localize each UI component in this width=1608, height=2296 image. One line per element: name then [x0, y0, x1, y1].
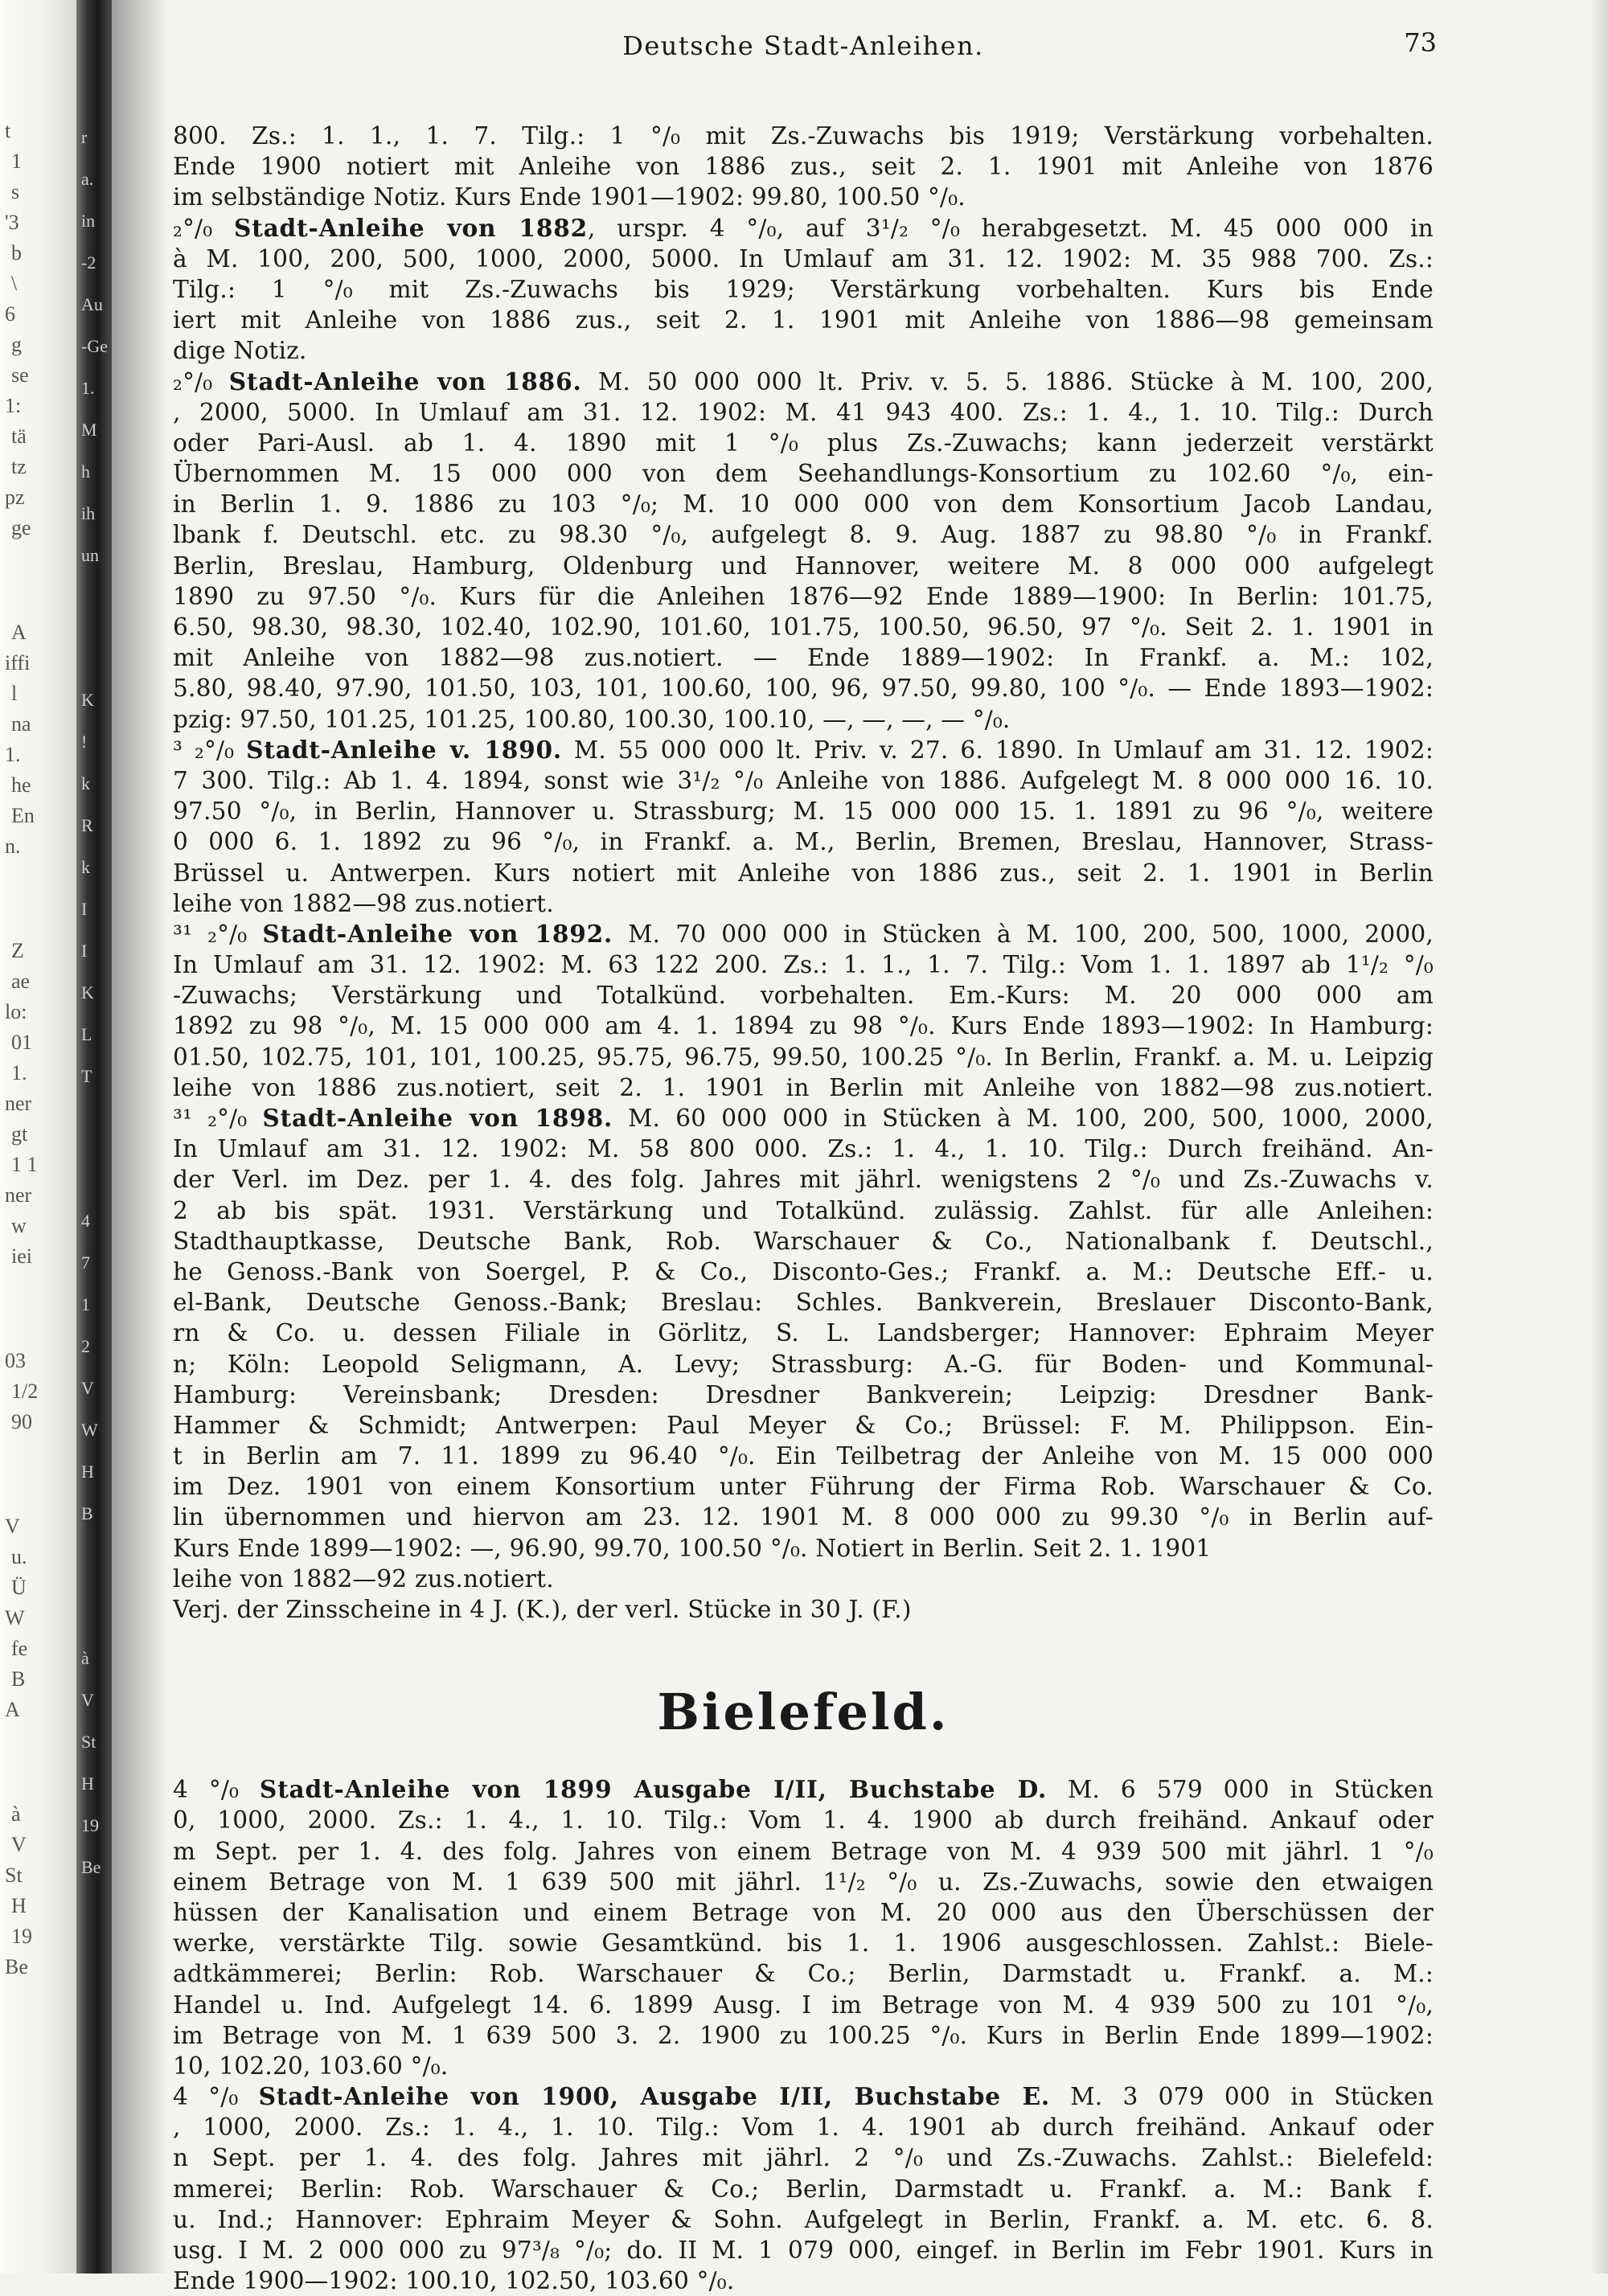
gutter-fragment: 19 [81, 1815, 99, 1835]
text-line: werke, verstärkte Tilg. sowie Gesamtkünd. bis 1. 1. 1906 ausgeschlossen. Zahlst.: Biele- [173, 1929, 1434, 1958]
text-line: leihe von 1882—98 zus.notiert. [173, 889, 554, 917]
text-line: Übernommen M. 15 000 000 von dem Seehandlungs-Konsortium zu 102.60 °/₀, ein- [173, 460, 1434, 488]
text-line: 10, 102.20, 103.60 °/₀. [173, 2052, 449, 2080]
left-page-fragment: t [5, 119, 11, 142]
gutter-fragment: M [81, 420, 97, 440]
gutter-fragment: K [81, 982, 94, 1002]
text-line: mit Anleihe von 1882—98 zus.notiert. — Ende 1889—1902: In Frankf. a. M.: 102, [173, 644, 1434, 672]
text-line: Hammer & Schmidt; Antwerpen: Paul Meyer & Co.; Brüssel: F. M. Philippson. Ein- [173, 1411, 1434, 1439]
text-line: Kurs Ende 1899—1902: —, 96.90, 99.70, 100.50 °/₀. Notiert in Berlin. Seit 2. 1. 1901 [173, 1534, 1212, 1562]
text-line: Stadthauptkasse, Deutsche Bank, Rob. Warschauer & Co., Nationalbank f. Deutschl., [173, 1227, 1434, 1255]
gutter-fragment: un [81, 545, 99, 565]
text-line: leihe von 1886 zus.notiert, seit 2. 1. 1901 in Berlin mit Anleihe von 1882—98 zus.notiert. [173, 1073, 1434, 1101]
text-line: Handel u. Ind. Aufgelegt 14. 6. 1899 Ausg. I im Betrage von M. 4 939 500 zu 101 °/₀, [173, 1991, 1434, 2019]
left-page-fragment: 03 [5, 1349, 26, 1372]
text-line: dige Notiz. [173, 337, 307, 365]
text-line: 1890 zu 97.50 °/₀. Kurs für die Anleihen 1876—92 Ende 1889—1900: In Berlin: 101.75, [173, 582, 1434, 610]
left-page-fragment: 1. [11, 1061, 27, 1084]
left-page-fragment: u. [11, 1545, 27, 1568]
text-line: , 1000, 2000. Zs.: 1. 4., 1. 10. Tilg.: Vom 1. 4. 1901 ab durch freihänd. Ankauf oder [173, 2114, 1434, 2142]
text-line: in Berlin 1. 9. 1886 zu 103 °/₀; M. 10 000 000 von dem Konsortium Jacob Landau, [173, 490, 1434, 519]
left-page-fragment: '3 [5, 211, 19, 234]
left-page-fragment: B [11, 1667, 26, 1691]
right-page-edge [1590, 0, 1608, 2273]
gutter-fragment: k [81, 773, 90, 793]
text-line: 7 300. Tilg.: Ab 1. 4. 1894, sonst wie 3¹/₂ °/₀ Anleihe von 1886. Aufgelegt M. 8 000 000 16. 10. [173, 766, 1434, 794]
text-line: einem Betrage von M. 1 639 500 mit jährl. 1¹/₂ °/₀ u. Zs.-Zuwachs, sowie den etwaigen [173, 1868, 1434, 1896]
gutter-fragment: à [81, 1648, 89, 1668]
text-line: Hamburg: Vereinsbank; Dresden: Dresdner Bankverein; Leipzig: Dresdner Bank- [173, 1380, 1434, 1408]
left-page-fragment: 90 [11, 1410, 32, 1433]
left-page-fragment: n. [5, 834, 21, 858]
left-page-fragment: iffi [5, 651, 31, 674]
text-line: In Umlauf am 31. 12. 1902: M. 63 122 200. Zs.: 1. 1., 1. 7. Tilg.: Vom 1. 1. 1897 ab 1¹/₂ °/₀ [173, 951, 1434, 979]
text-line: In Umlauf am 31. 12. 1902: M. 58 800 000. Zs.: 1. 4., 1. 10. Tilg.: Durch freihänd. An- [173, 1135, 1434, 1163]
left-page-fragment: 1 [11, 150, 22, 173]
text-line: Berlin, Breslau, Hamburg, Oldenburg und Hannover, weitere M. 8 000 000 aufgelegt [173, 551, 1434, 580]
text-line: mmerei; Berlin: Rob. Warschauer & Co.; Berlin, Darmstadt u. Frankf. a. M.: Bank f. [173, 2175, 1434, 2203]
text-line: iert mit Anleihe von 1886 zus., seit 2. 1. 1901 mit Anleihe von 1886—98 gemeinsam [173, 306, 1434, 334]
text-line: -Zuwachs; Verstärkung und Totalkünd. vorbehalten. Em.-Kurs: M. 20 000 000 am [173, 982, 1434, 1010]
gutter-fragment: L [81, 1024, 92, 1044]
text-line: ³¹ ₂°/₀ Stadt-Anleihe von 1892. M. 70 000 000 in Stücken à M. 100, 200, 500, 1000, 2000, [173, 919, 1434, 948]
left-page-fragment: g [11, 333, 22, 356]
gutter-fragment: T [81, 1066, 92, 1086]
gutter-fragment: I [81, 941, 88, 961]
gutter-fragment: in [81, 211, 96, 231]
text-line: hüssen der Kanalisation und einem Betrage von M. 20 000 aus den Überschüssen der [173, 1898, 1434, 1926]
gutter-fragment: Be [81, 1857, 101, 1877]
left-page-fragment: V [5, 1515, 20, 1538]
gutter-fragment: St [81, 1732, 96, 1752]
gutter-fragment: H [81, 1462, 94, 1482]
gutter-fragment: R [81, 815, 93, 835]
text-line: lin übernommen und hiervon am 23. 12. 1901 M. 8 000 000 zu 99.30 °/₀ in Berlin auf- [173, 1503, 1434, 1531]
gutter-fragment: 7 [81, 1253, 90, 1273]
book-gutter [76, 0, 112, 2273]
text-line: 0 000 6. 1. 1892 zu 96 °/₀, in Frankf. a. M., Berlin, Bremen, Breslau, Hannover, Strass- [173, 828, 1434, 856]
text-line: lbank f. Deutschl. etc. zu 98.30 °/₀, aufgelegt 8. 9. Aug. 1887 zu 98.80 °/₀ in Frankf. [173, 521, 1434, 549]
text-line: Tilg.: 1 °/₀ mit Zs.-Zuwachs bis 1929; Verstärkung vorbehalten. Kurs bis Ende [173, 275, 1434, 303]
left-page-fragment: 6 [5, 302, 15, 326]
left-page-fragment: à [11, 1802, 21, 1826]
gutter-fragment: 4 [81, 1211, 90, 1231]
text-line: n; Köln: Leopold Seligmann, A. Levy; Strassburg: A.-G. für Boden- und Kommunal- [173, 1350, 1434, 1378]
text-line: el-Bank, Deutsche Genoss.-Bank; Breslau: Schles. Bankverein, Breslauer Disconto-Bank, [173, 1289, 1434, 1317]
left-page-fragment: ner [5, 1183, 32, 1207]
gutter-fragment: ! [81, 732, 88, 752]
gutter-fragment: r [81, 127, 88, 147]
left-page-fragment: w [11, 1214, 27, 1237]
left-page-fragment: A [11, 621, 27, 644]
text-line: , 2000, 5000. In Umlauf am 31. 12. 1902: M. 41 943 400. Zs.: 1. 4., 1. 10. Tilg.: Durch [173, 398, 1434, 426]
gutter-fragment: W [81, 1420, 98, 1440]
left-page-fragment: Ü [11, 1576, 27, 1599]
text-line: Ende 1900 notiert mit Anleihe von 1886 zus., seit 2. 1. 1901 mit Anleihe von 1876 [173, 153, 1434, 181]
gutter-fragment: K [81, 690, 94, 710]
text-line: leihe von 1882—92 zus.notiert. [173, 1564, 554, 1593]
left-page-fragment: s [11, 180, 20, 203]
left-page-fragment: W [5, 1606, 25, 1630]
gutter-fragment: k [81, 857, 90, 877]
text-line: rn & Co. u. dessen Filiale in Görlitz, S. L. Landsberger; Hannover: Ephraim Meyer [173, 1319, 1434, 1347]
gutter-fragment: H [81, 1773, 94, 1794]
text-line: 4 °/₀ Stadt-Anleihe von 1899 Ausgabe I/II, Buchstabe D. M. 6 579 000 in Stücken [173, 1775, 1434, 1804]
left-page-fragment: V [11, 1833, 27, 1856]
left-page-fragment: En [11, 804, 35, 827]
left-page-fragment: Be [5, 1955, 28, 1978]
left-page-fragment: Z [11, 939, 24, 962]
left-page-fragment: St [5, 1863, 23, 1887]
text-line: he Genoss.-Bank von Soergel, P. & Co., Disconto-Ges.; Frankf. a. M.: Deutsche Eff.- u. [173, 1257, 1434, 1285]
text-line: Brüssel u. Antwerpen. Kurs notiert mit Anleihe von 1886 zus., seit 2. 1. 1901 in Berlin [173, 859, 1434, 887]
text-line: adtkämmerei; Berlin: Rob. Warschauer & Co.; Berlin, Darmstadt u. Frankf. a. M.: [173, 1960, 1434, 1988]
gutter-fragment: V [81, 1690, 94, 1710]
text-line: u. Ind.; Hannover: Ephraim Meyer & Sohn. Aufgelegt in Berlin, Frankf. a. M. etc. 6. 8. [173, 2205, 1434, 2233]
left-page-fragment: \ [11, 272, 18, 295]
text-line: 6.50, 98.30, 98.30, 102.40, 102.90, 101.60, 101.75, 100.50, 96.50, 97 °/₀. Seit 2. 1. 1901 in [173, 613, 1434, 641]
text-line: 2 ab bis spät. 1931. Verstärkung und Totalkünd. zulässig. Zahlst. für alle Anleihen: [173, 1196, 1434, 1224]
text-line: Verj. der Zinsscheine in 4 J. (K.), der verl. Stücke in 30 J. (F.) [173, 1596, 912, 1623]
text-line: oder Pari-Ausl. ab 1. 4. 1890 mit 1 °/₀ plus Zs.-Zuwachs; kann jederzeit verstärkt [173, 428, 1434, 457]
left-page-fragment: pz [5, 486, 25, 509]
text-line: ₂°/₀ Stadt-Anleihe von 1882, urspr. 4 °/₀, auf 3¹/₂ °/₀ herabgesetzt. M. 45 000 000 in [173, 213, 1434, 242]
left-page-fragment: 1: [5, 394, 22, 417]
text-line: m Sept. per 1. 4. des folg. Jahres von einem Betrage von M. 4 939 500 mit jährl. 1 °/₀ [173, 1837, 1434, 1865]
text-line: n Sept. per 1. 4. des folg. Jahres mit jährl. 2 °/₀ und Zs.-Zuwachs. Zahlst.: Bielefeld: [173, 2144, 1434, 2172]
text-line: usg. I M. 2 000 000 zu 97³/₈ °/₀; do. II M. 1 079 000, eingef. in Berlin im Febr 1901. Kurs in [173, 2237, 1434, 2264]
left-page-fragment: se [11, 363, 29, 387]
text-line: ₂°/₀ Stadt-Anleihe von 1886. M. 50 000 000 lt. Priv. v. 5. 5. 1886. Stücke à M. 100, 200, [173, 367, 1434, 396]
page [173, 24, 1437, 2296]
gutter-fragment: 1. [81, 378, 95, 398]
gutter-fragment: I [81, 899, 88, 919]
text-line: 0, 1000, 2000. Zs.: 1. 4., 1. 10. Tilg.: Vom 1. 4. 1900 ab durch freihänd. Ankauf oder [173, 1806, 1434, 1835]
text-line: 01.50, 102.75, 101, 101, 100.25, 95.75, 96.75, 99.50, 100.25 °/₀. In Berlin, Frankf. a. M. u. Leipzig [173, 1043, 1434, 1071]
left-page-fragment: 19 [11, 1925, 32, 1948]
text-line: 1892 zu 98 °/₀, M. 15 000 000 am 4. 1. 1894 zu 98 °/₀. Kurs Ende 1893—1902: In Hamburg: [173, 1012, 1434, 1040]
text-line: pzig: 97.50, 101.25, 101.25, 100.80, 100.30, 100.10, —, —, —, — °/₀. [173, 705, 1011, 733]
text-line: 97.50 °/₀, in Berlin, Hannover u. Strassburg; M. 15 000 000 15. 1. 1891 zu 96 °/₀, weitere [173, 797, 1434, 826]
text-line: im Dez. 1901 von einem Konsortium unter Führung der Firma Rob. Warschauer & Co. [173, 1473, 1434, 1501]
gutter-fragment: Au [81, 294, 103, 314]
left-page-fragment: H [11, 1894, 27, 1917]
gutter-fragment: a. [81, 169, 94, 189]
text-line: der Verl. im Dez. per 1. 4. des folg. Jahres mit jährl. wenigstens 2 °/₀ und Zs.-Zuwachs v. [173, 1166, 1434, 1194]
left-page-fragment: iei [11, 1244, 32, 1268]
text-line: im Betrage von M. 1 639 500 3. 2. 1900 zu 100.25 °/₀. Kurs in Berlin Ende 1899—1902: [173, 2021, 1434, 2049]
text-line: ³ ₂°/₀ Stadt-Anleihe v. 1890. M. 55 000 000 lt. Priv. v. 27. 6. 1890. In Umlauf am 31. 12. 1902: [173, 735, 1434, 764]
text-line: à M. 100, 200, 500, 1000, 2000, 5000. In Umlauf am 31. 12. 1902: M. 35 988 700. Zs.: [173, 244, 1434, 273]
left-page-fragment: tä [11, 424, 27, 448]
left-page-fragment: A [5, 1698, 20, 1721]
gutter-fragment: -2 [81, 252, 96, 273]
gutter-fragment: -Ge [81, 336, 108, 356]
section-bielefeld [173, 1774, 1434, 2296]
left-page-fragment: 1 1 [11, 1153, 38, 1176]
left-page-fragment: ge [11, 516, 31, 539]
left-page-fragment: lo: [5, 1000, 27, 1023]
gutter-fragment: ih [81, 503, 96, 523]
left-page-fragment: he [11, 773, 31, 797]
gutter-fragment: V [81, 1378, 94, 1398]
text-line: 800. Zs.: 1. 1., 1. 7. Tilg.: 1 °/₀ mit Zs.-Zuwachs bis 1919; Verstärkung vorbehalten. [173, 122, 1434, 150]
page-number: 73 [1404, 27, 1437, 58]
left-page-fragment: 01 [11, 1031, 32, 1054]
gutter-fragment: h [81, 461, 90, 482]
text-line: 4 °/₀ Stadt-Anleihe von 1900, Ausgabe I/II, Buchstabe E. M. 3 079 000 in Stücken [173, 2082, 1434, 2111]
text-line: Ende 1900—1902: 100.10, 102.50, 103.60 °/₀. [173, 2267, 735, 2295]
left-page-edge [0, 0, 76, 2273]
text-line: t in Berlin am 7. 11. 1899 zu 96.40 °/₀. Ein Teilbetrag der Anleihe von M. 15 000 000 [173, 1442, 1434, 1470]
page-header [173, 24, 1437, 72]
left-page-fragment: ae [11, 970, 31, 993]
gutter-fragment: 1 [81, 1294, 90, 1314]
left-page-fragment: ner [5, 1092, 32, 1115]
section-previous-city [173, 121, 1434, 1625]
running-head: Deutsche Stadt-Anleihen. [622, 31, 984, 61]
left-page-fragment: fe [11, 1637, 28, 1660]
text-line: im selbständige Notiz. Kurs Ende 1901—1902: 99.80, 100.50 °/₀. [173, 183, 966, 211]
left-page-fragment: na [11, 712, 31, 736]
left-page-fragment: b [11, 241, 22, 264]
left-page-fragment: 1. [5, 743, 21, 766]
left-page-fragment: tz [11, 455, 27, 478]
city-heading: Bielefeld. [657, 1683, 950, 1742]
left-page-fragment: l [11, 682, 18, 705]
gutter-fragment: B [81, 1503, 93, 1523]
gutter-shadow [112, 0, 168, 2273]
text-line: 5.80, 98.40, 97.90, 101.50, 103, 101, 100.60, 100, 96, 97.50, 99.80, 100 °/₀. — Ende 1893—1902: [173, 674, 1434, 703]
left-page-fragment: 1/2 [11, 1380, 39, 1403]
left-page-fragment: gt [11, 1122, 28, 1146]
text-line: ³¹ ₂°/₀ Stadt-Anleihe von 1898. M. 60 000 000 in Stücken à M. 100, 200, 500, 1000, 2000, [173, 1104, 1434, 1132]
gutter-fragment: 2 [81, 1336, 90, 1356]
